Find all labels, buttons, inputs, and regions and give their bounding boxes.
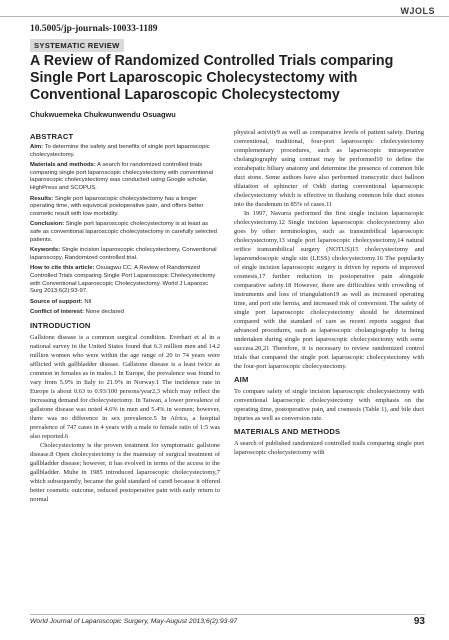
abstract-support: Source of support: Nil: [30, 298, 92, 305]
intro-heading: INTRODUCTION: [30, 320, 91, 330]
intro-paragraph-2: Cholecystectomy is the proven treatment for symptomatic gallstone disease.8 Open cholecystectomy is the mainstay of surgical treatment of gallbladder disease; however, it has evolved in terms of the access to the gallbladder. Muhe in 1985 introduced laparoscopic cholecystectomy,7 which subsequently, became the gold standard of care8 because it offered better cosmetic outcome, reduced postoperative pain with early return to normal: [30, 441, 220, 503]
footer-journal: World Journal of Laparoscopic Surgery, May-August 2013;6(2):93-97: [30, 618, 238, 625]
footer-rule: [30, 614, 425, 615]
title-line-3: Conventional Laparoscopic Cholecystectomy: [30, 87, 340, 104]
abstract-aim: Aim: To determine the safety and benefits of single port laparoscopic cholecystectomy.: [30, 144, 210, 158]
top-rule: [0, 16, 449, 17]
abstract-keywords: Keywords: Single incision laparoscopic cholecystectomy, Conventional laparoscopy, Randomized controlled trial.: [30, 247, 217, 261]
section-tag: SYSTEMATIC REVIEW: [30, 39, 124, 52]
right-paragraph-1: physical activity9 as well as comparative levels of patient safety. During conventional, traditional, four-port laparoscopic cholecystectomy complementary procedures, such as laparoscopic intraoperative cholangiography using contrast may be performed10 to define the extrahepatic biliary anatomy and determine the presence of common bile duct stone. Some authors have also performed transcystic duct balloon dilatation of sphincter of Oddi during conventional laparoscopic cholecystectomy which is effective in flushing common bile duct stones into the duodenum in 85% of cases.11: [234, 129, 424, 208]
methods-heading: MATERIALS AND METHODS: [234, 427, 341, 436]
title-line-2: Single Port Laparoscopic Cholecystectomy with: [30, 70, 358, 87]
abstract-conclusion: Conclusion: Single port laparoscopic cholecystectomy is at least as safe as conventional laparoscopic cholecystectomy in carefully selected patients.: [30, 221, 217, 243]
abstract-heading: ABSTRACT: [30, 132, 74, 141]
article-title: [30, 53, 425, 105]
page-footer: [30, 618, 425, 632]
title-line-1: A Review of Randomized Controlled Trials comparing: [30, 53, 394, 69]
author-name: Chukwuemeka Chukwunwendu Osuagwu: [30, 110, 176, 119]
intro-paragraph-1: Gallstone disease is a common surgical condition. Everhart et al in a national survey in the United States found that 6.3 million men and 14.2 million women who were within the age range of 20 to 74 years were afflicted with gallbladder disease. Gallstone disease is a least twice as common in females as in males.1 In Europe, the prevalence was found to vary from 5.9% in Italy to 21.9% in Norway.1 The incidence rate in Europe is about 0.63 to 0.93/100 persons/year2,3 which may reflect the increasing demand for cholecystectomy. In Taiwan, a lower prevalence of gallstone disease was noted 4.6% in men and 5.4% in women; however, there was no difference in sex prevalence.5 In Africa, a hospital prevalence of 747 cases in 4 years with a male to female ratio of 1:5 was also reported.6: [30, 333, 220, 440]
journal-badge: WJOLS: [400, 6, 435, 16]
abstract-methods: Materials and methods: A search for randomized controlled trials comparing single port laparoscopic cholecystectomy with conventional laparoscopic cholecystectomy was conducted using Google scholar, HighPress and SCOPUS.: [30, 162, 214, 191]
doi[interactable]: 10.5005/jp-journals-10033-1189: [30, 24, 158, 34]
methods-paragraph: A search of published randomized controlled trails comparing single port laparoscopic cholecystectomy with: [234, 440, 424, 456]
right-paragraph-2: In 1997, Navarra performed the first single incision laparoscopic cholecystectomy.12 Single incision laparoscopic cholecystectomy also goes by other terminologies, such as transumbilical laparoscopic cholecystectomy,13 single port laparoscopic cholecystectomy,14 natural orifice transumbilical surgery (NOTUS)15 cholecystectomy and laparoendoscopic single site (LESS) cholecystectomy.16 The popularity of single incision laparoscopic surgery is driven by reports of improved cosmesis,17 further reduction in postoperative pain alongside comparative safety.18 However, there are difficulties with crowding of instruments and loss of triangulation19 as well as increased operating time, and port site hernia, and increased risk of conversion. The safety of single port laparoscopic cholecystectomy should be determined compared with the standard of care as recent reports suggest that advanced procedures, such as laparoscopic cholangiography is being undertaken during single port laparoscopic cholecystectomy with some success.20,21 Therefore, it is necessary to review randomized control trials that compared the single port laparoscopic cholecystectomy with the four-port laparoscopic cholecystectomy.: [234, 210, 424, 370]
abstract-results: Results: Single port laparoscopic cholecystectomy has a longer operating time, with equivocal postoperative pain, and offers better cosmetic result with low morbidity.: [30, 195, 204, 217]
abstract-conflict: Conflict of interest: None declared: [30, 309, 124, 316]
abstract-cite: How to cite this article: Osuagwu CC. A Review of Randomized Controlled Trials comparing Single Port Laparoscopic Cholecystectomy with Conventional Laparoscopic Cholecystectomy. World J Laparosc Surg 2013;6(2):93-97.: [30, 265, 216, 295]
aim-heading: AIM: [234, 375, 249, 384]
aim-paragraph: To compare safety of single incision laparoscopic cholecystectomy with conventional laparoscopic cholecystectomy with emphasis on the operating time, postoperative pain, and cosmesis (Table 1), and bile duct injuries as well as conversion rate.: [234, 388, 424, 422]
left-column: [30, 128, 220, 504]
page-number: 93: [413, 616, 425, 627]
right-column: [234, 128, 424, 457]
